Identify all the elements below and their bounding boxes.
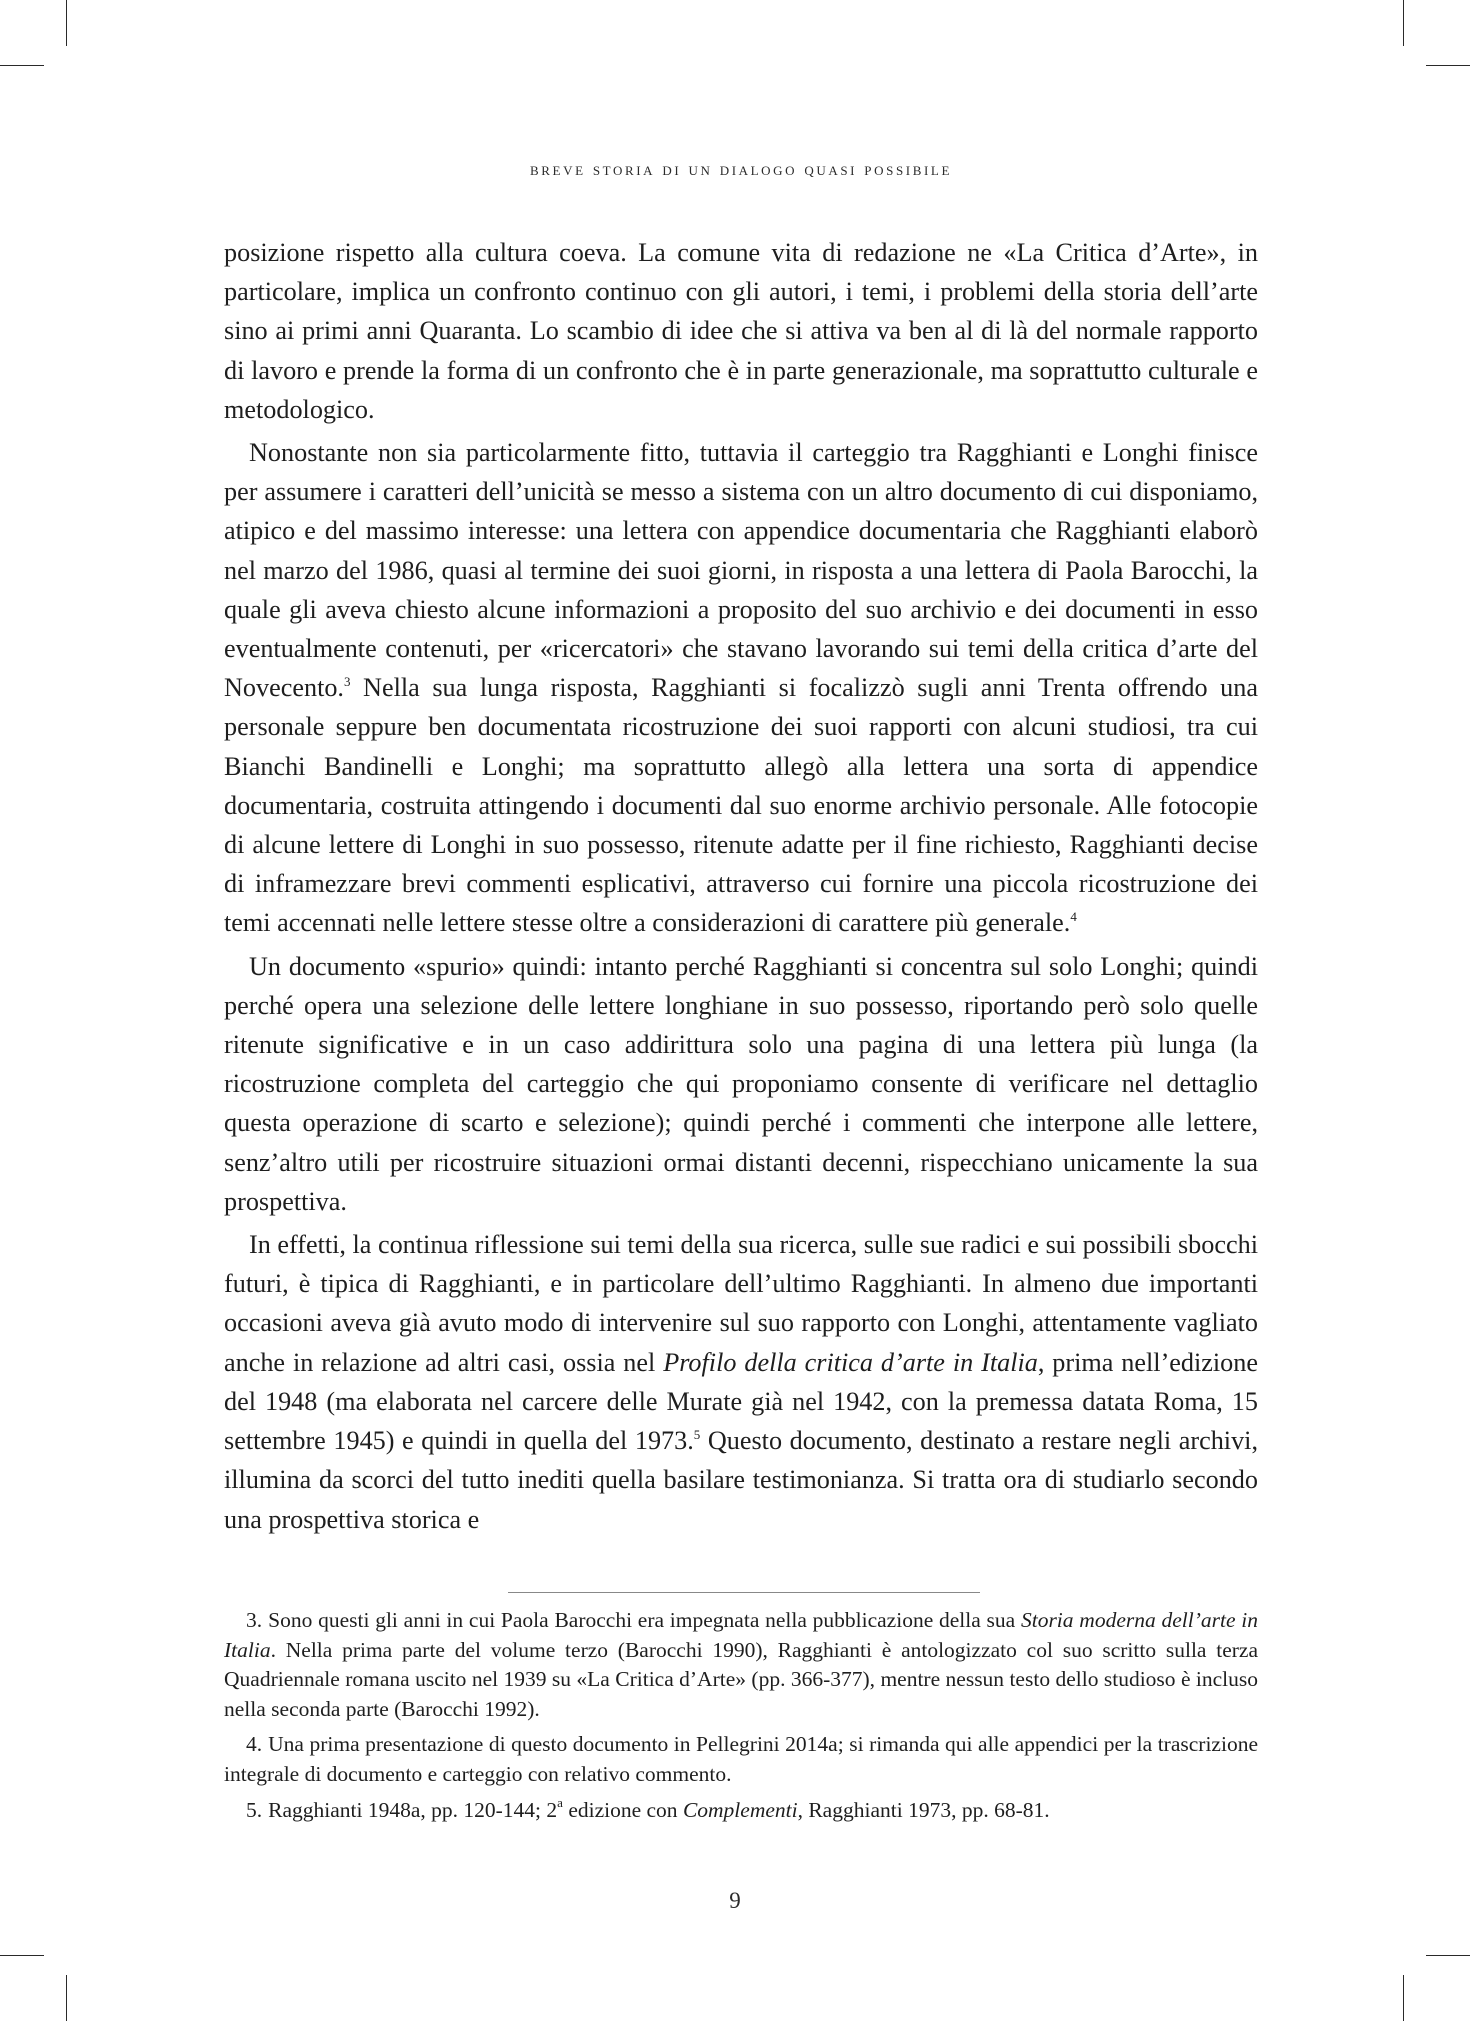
footnote-reference: a <box>557 1794 563 1810</box>
footnote-reference: 3 <box>343 674 351 690</box>
footnotes <box>224 1606 1258 1825</box>
footnote <box>224 1606 1258 1724</box>
text-run: Una prima presentazione di questo documento in Pellegrini 2014a; si rimanda qui alle appendici per la trascrizione integrale di documento e carteggio con relativo commento. <box>224 1732 1258 1786</box>
text-run: edizione con <box>562 1797 683 1822</box>
footnote-number: 4. <box>246 1732 263 1757</box>
crop-mark-top-right-horizontal <box>1426 65 1470 66</box>
page-number: 9 <box>729 1888 741 1913</box>
crop-mark-bottom-right-horizontal <box>1426 1955 1470 1956</box>
crop-mark-top-left-horizontal <box>0 65 44 66</box>
text-run: posizione rispetto alla cultura coeva. La comune vita di redazione ne «La Critica d’Arte», in particolare, implica un confronto continuo con gli autori, i temi, i problemi della storia dell’arte sino ai primi anni Quaranta. Lo scambio di idee che si attiva va ben al di là del normale rapporto di lavoro e prende la forma di un confronto che è in parte generazionale, ma soprattutto culturale e metodologico. <box>224 238 1258 424</box>
text-run: Nonostante non sia particolarmente fitto, tuttavia il carteggio tra Ragghianti e Longhi finisce per assumere i caratteri dell’unicità se messo a sistema con un altro documento di cui disponiamo, atipico e del massimo interesse: una lettera con appendice documentaria che Ragghianti elaborò nel marzo del 1986, quasi al termine dei suoi giorni, in risposta a una lettera di Paola Barocchi, la quale gli aveva chiesto alcune informazioni a proposito del suo archivio e dei documenti in esso eventualmente contenuti, per «ricercatori» che stavano lavorando sui temi della critica d’arte del Novecento. <box>224 438 1258 703</box>
crop-mark-top-right-vertical <box>1403 0 1404 46</box>
text-run: Sono questi gli anni in cui Paola Barocchi era impegnata nella pubblicazione della sua <box>268 1608 1021 1632</box>
text-run: . Nella prima parte del volume terzo (Barocchi 1990), Ragghianti è antologizzato col suo scritto sulla terza Quadriennale romana uscito nel 1939 su «La Critica d’Arte» (pp. 366-377), mentre nessun testo dello studioso è incluso nella seconda parte (Barocchi 1992). <box>224 1637 1258 1721</box>
body-paragraph <box>224 947 1258 1221</box>
text-run: In effetti, la continua riflessione sui temi della sua ricerca, sulle sue radici e sui possibili sbocchi futuri, è tipica di Ragghianti, e in particolare dell’ultimo Ragghianti. In almeno due importanti occasioni aveva già avuto modo di intervenire sul suo rapporto con Longhi, attentamente vagliato anche in relazione ad altri casi, ossia nel <box>224 1230 1258 1377</box>
footnote-reference: 5 <box>693 1427 701 1443</box>
body-paragraph <box>224 1225 1258 1539</box>
footnote-number: 5. <box>246 1797 263 1822</box>
footnote-reference: 4 <box>1070 909 1077 925</box>
text-run: Nella sua lunga risposta, Ragghianti si focalizzò sugli anni Trenta offrendo una personale seppure ben documentata ricostruzione dei suoi rapporti con alcuni studiosi, tra cui Bianchi Bandinelli e Longhi; ma soprattutto allegò alla lettera una sorta di appendice documentaria, costruita attingendo i documenti dal suo enorme archivio personale. Alle fotocopie di alcune lettere di Longhi in suo possesso, ritenute adatte per il fine richiesto, Ragghianti decise di inframezzare brevi commenti esplicativi, attraverso cui fornire una piccola ricostruzione dei temi accennati nelle lettere stesse oltre a considerazioni di carattere più generale. <box>224 673 1258 938</box>
text-run: , Ragghianti 1973, pp. 68-81. <box>797 1797 1050 1822</box>
body-paragraph <box>224 433 1258 943</box>
text-run: Un documento «spurio» quindi: intanto perché Ragghianti si concentra sul solo Longhi; quindi perché opera una selezione delle lettere longhiane in suo possesso, riportando però solo quelle ritenute significative e in un caso addirittura solo una pagina di una lettera più lunga (la ricostruzione completa del carteggio che qui proponiamo consente di verificare nel dettaglio questa operazione di scarto e selezione); quindi perché i commenti che interpone alle lettere, senz’altro utili per ricostruire situazioni ormai distanti decenni, rispecchiano unicamente la sua prospettiva. <box>224 951 1258 1216</box>
footnote <box>224 1730 1258 1789</box>
italic-title: Storia moderna dell’arte in Italia <box>224 1608 1258 1662</box>
text-run: Ragghianti 1948a, pp. 120-144; 2 <box>268 1797 558 1822</box>
text-run: , prima nell’edizione del 1948 (ma elaborata nel carcere delle Murate già nel 1942, con la premessa datata Roma, 15 settembre 1945) e quindi in quella del 1973. <box>224 1347 1258 1456</box>
footnote-number: 3. <box>246 1608 263 1632</box>
crop-mark-bottom-left-horizontal <box>0 1955 44 1956</box>
italic-title: Complementi <box>682 1797 798 1822</box>
running-head: breve storia di un dialogo quasi possibile <box>530 160 952 180</box>
text-run: Questo documento, destinato a restare negli archivi, illumina da scorci del tutto inediti quella basilare testimonianza. Si tratta ora di studiarlo secondo una prospettiva storica e <box>224 1426 1258 1534</box>
italic-title: Profilo della critica d’arte in Italia <box>663 1347 1038 1377</box>
crop-mark-bottom-left-vertical <box>66 1975 67 2021</box>
crop-mark-bottom-right-vertical <box>1403 1975 1404 2021</box>
footnote-separator <box>508 1592 980 1593</box>
body-paragraph <box>224 233 1258 429</box>
crop-mark-top-left-vertical <box>66 0 67 46</box>
footnote <box>224 1796 1258 1826</box>
body-text <box>224 233 1258 1539</box>
